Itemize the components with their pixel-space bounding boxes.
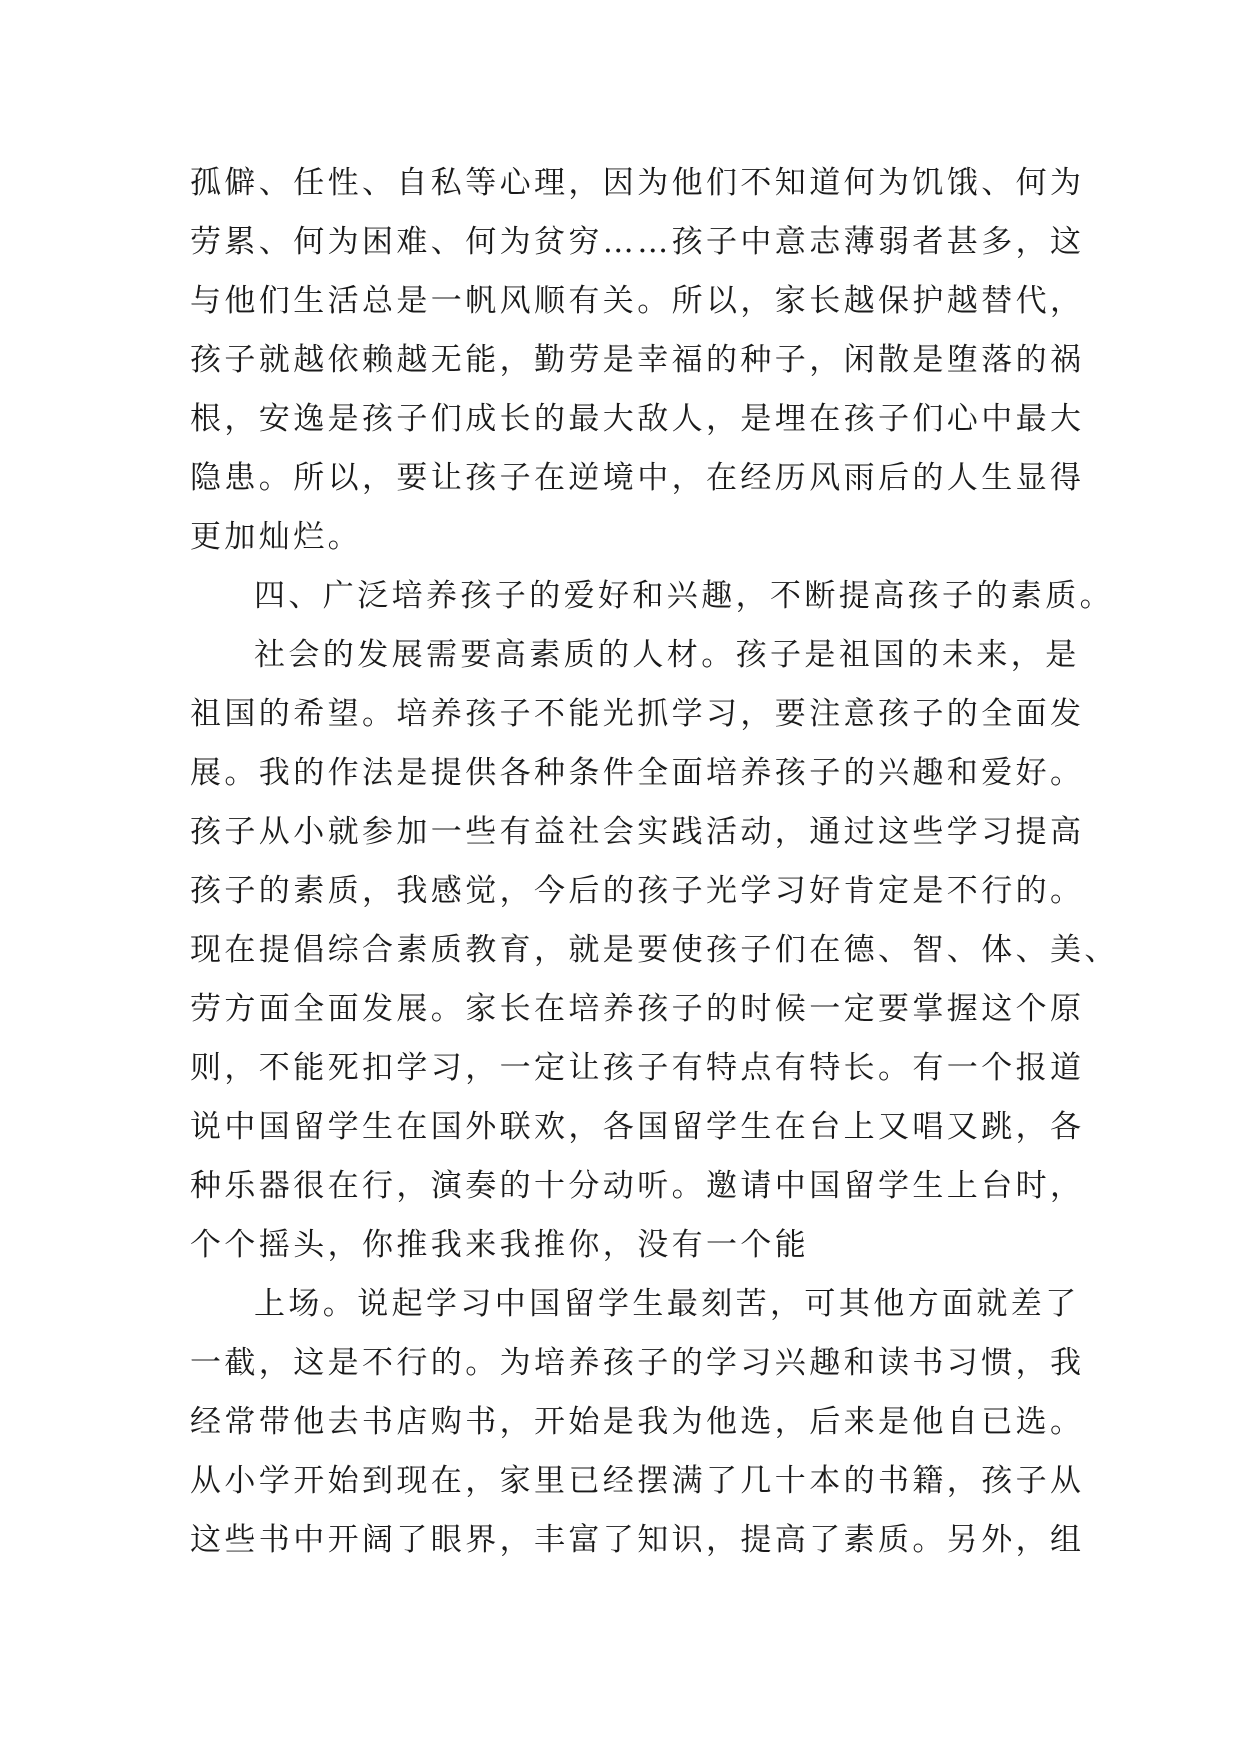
text-line: 展。我的作法是提供各种条件全面培养孩子的兴趣和爱好。 [190,755,1085,791]
section-heading: 四、广泛培养孩子的爱好和兴趣，不断提高孩子的素质。 [254,578,1114,614]
text-line: 一截，这是不行的。为培养孩子的学习兴趣和读书习惯，我 [190,1345,1085,1381]
text-line: 更加灿烂。 [190,519,362,555]
document-body [190,154,1119,1570]
text-line: 则，不能死扣学习，一定让孩子有特点有特长。有一个报道 [190,1050,1085,1086]
paragraph-reading [190,1275,1085,1570]
text-line: 与他们生活总是一帆风顺有关。所以，家长越保护越替代， [190,283,1085,319]
text-line: 种乐器很在行，演奏的十分动听。邀请中国留学生上台时， [190,1168,1085,1204]
text-line: 劳方面全面发展。家长在培养孩子的时候一定要掌握这个原 [190,991,1085,1027]
text-line: 根，安逸是孩子们成长的最大敌人，是埋在孩子们心中最大 [190,401,1085,437]
paragraph-adversity [190,154,1085,567]
text-line: 这些书中开阔了眼界，丰富了知识，提高了素质。另外，组 [190,1522,1085,1558]
paragraph-talent [190,626,1119,1275]
text-line: 经常带他去书店购书，开始是我为他选，后来是他自已选。 [190,1404,1085,1440]
text-line: 隐患。所以，要让孩子在逆境中，在经历风雨后的人生显得 [190,460,1085,496]
text-line: 个个摇头，你推我来我推你，没有一个能 [190,1227,810,1263]
text-line: 孩子从小就参加一些有益社会实践活动，通过这些学习提高 [190,814,1085,850]
text-line: 说中国留学生在国外联欢，各国留学生在台上又唱又跳，各 [190,1109,1085,1145]
text-line: 孩子就越依赖越无能，勤劳是幸福的种子，闲散是堕落的祸 [190,342,1085,378]
text-line: 上场。说起学习中国留学生最刻苦，可其他方面就差了 [254,1286,1080,1322]
section-heading-four [190,567,1114,626]
text-line: 祖国的希望。培养孩子不能光抓学习，要注意孩子的全面发 [190,696,1085,732]
text-line: 劳累、何为困难、何为贫穷……孩子中意志薄弱者甚多，这 [190,224,1085,260]
text-line: 社会的发展需要高素质的人材。孩子是祖国的未来，是 [254,637,1080,673]
text-line: 孤僻、任性、自私等心理，因为他们不知道何为饥饿、何为 [190,165,1085,201]
text-line: 现在提倡综合素质教育，就是要使孩子们在德、智、体、美、 [190,932,1119,968]
text-line: 从小学开始到现在，家里已经摆满了几十本的书籍，孩子从 [190,1463,1085,1499]
text-line: 孩子的素质，我感觉，今后的孩子光学习好肯定是不行的。 [190,873,1085,909]
